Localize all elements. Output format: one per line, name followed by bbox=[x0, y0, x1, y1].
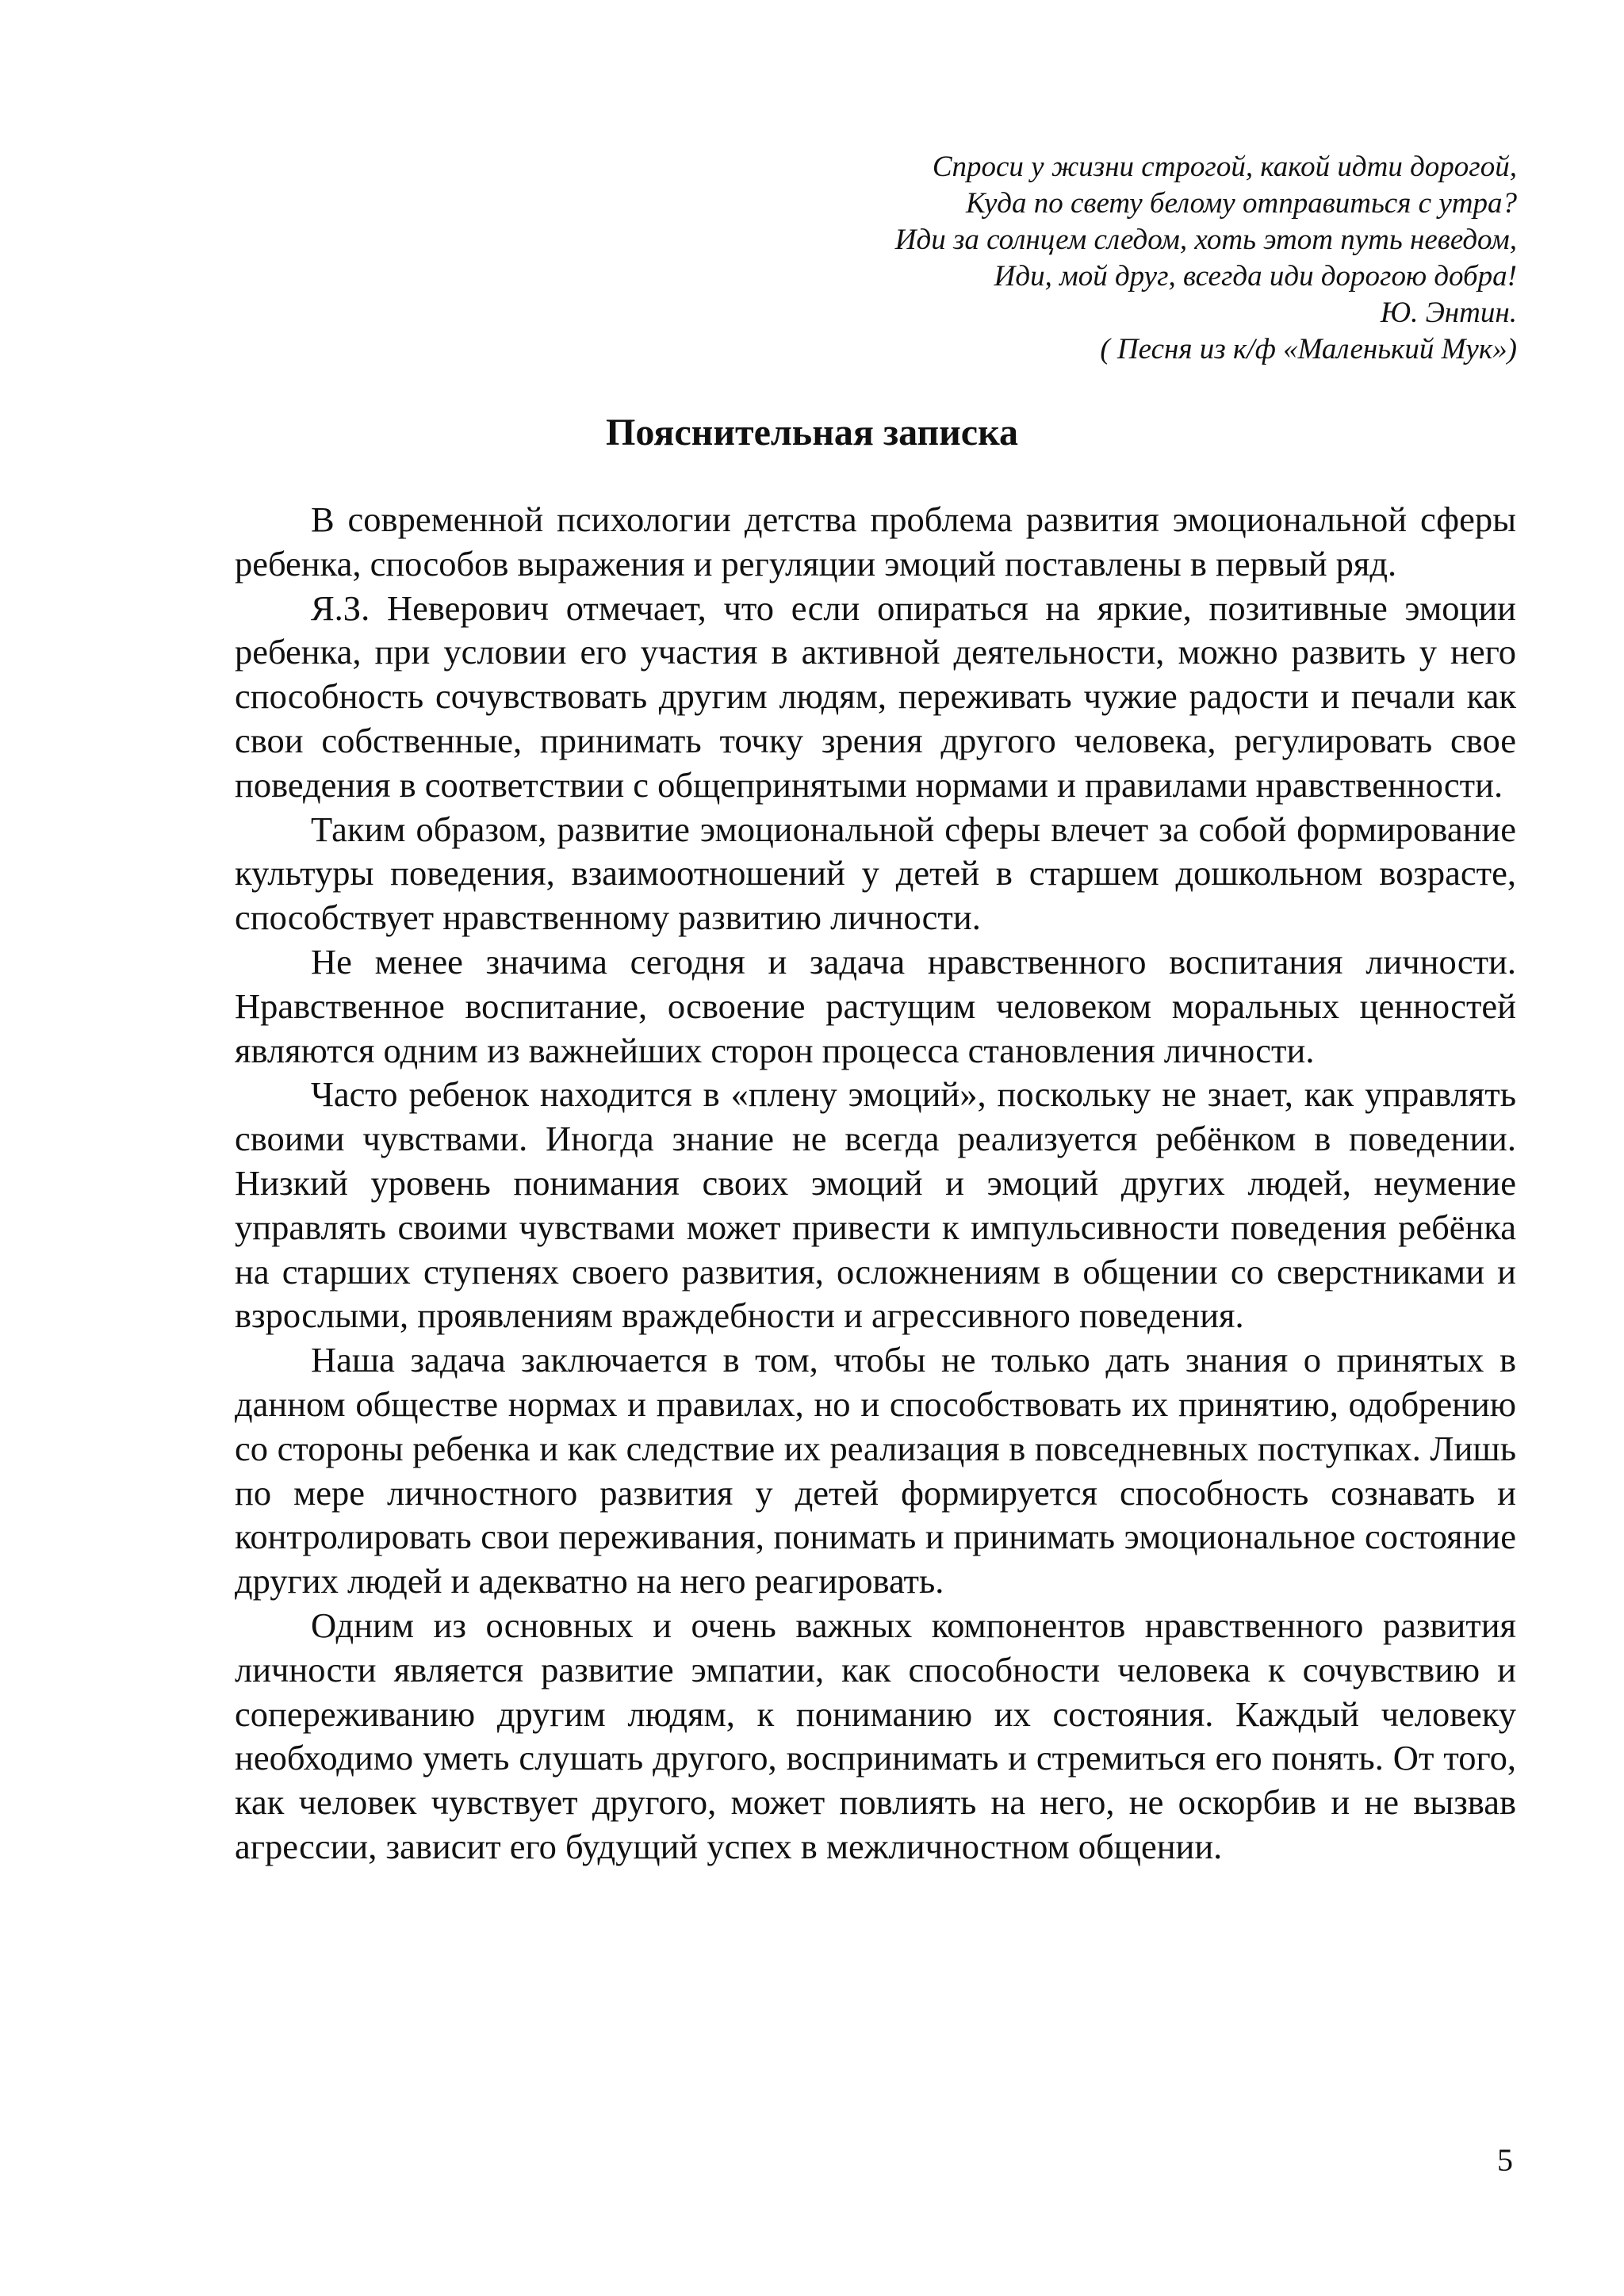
paragraph: Не менее значима сегодня и задача нравственного воспитания личности. Нравственное воспитание, освоение растущим человеком моральных ценностей являются одним из важнейших сторон процесса становления личности. bbox=[235, 941, 1516, 1070]
paragraph: Наша задача заключается в том, чтобы не только дать знания о принятых в данном обществе нормах и правилах, но и способствовать их принятию, одобрению со стороны ребенка и как следствие их реализация в повседневных поступках. Лишь по мере личностного развития у детей формируется способность сознавать и контролировать свои переживания, понимать и принимать эмоциональное состояние других людей и адекватно на него реагировать. bbox=[235, 1340, 1516, 1601]
epigraph-line: Спроси у жизни строгой, какой идти дорогой, bbox=[932, 151, 1517, 183]
epigraph-author: Ю. Энтин. bbox=[1380, 297, 1517, 329]
body-text bbox=[235, 498, 1516, 1869]
epigraph-line: Иди за солнцем следом, хоть этот путь неведом, bbox=[894, 224, 1517, 256]
paragraph: Я.З. Неверович отмечает, что если опираться на яркие, позитивные эмоции ребенка, при условии его участия в активной деятельности, можно развить у него способность сочувствовать другим людям, переживать чужие радости и печали как свои собственные, принимать точку зрения другого человека, регулировать свое поведения в соответствии с общепринятыми нормами и правилами нравственности. bbox=[235, 587, 1516, 805]
epigraph bbox=[486, 149, 1517, 368]
page-title: Пояснительная записка bbox=[605, 411, 1019, 453]
paragraph: Часто ребенок находится в «плену эмоций», поскольку не знает, как управлять своими чувствами. Иногда знание не всегда реализуется ребёнком в поведении. Низкий уровень понимания своих эмоций и эмоций других людей, неумение управлять своими чувствами может привести к импульсивности поведения ребёнка на старших ступенях своего развития, осложнениям в общении со сверстниками и взрослыми, проявлениям враждебности и агрессивного поведения. bbox=[235, 1074, 1516, 1336]
epigraph-source: ( Песня из к/ф «Маленький Мук») bbox=[1100, 333, 1517, 365]
epigraph-line: Иди, мой друг, всегда иди дорогою добра! bbox=[994, 260, 1517, 293]
page-number: 5 bbox=[1497, 2142, 1513, 2178]
epigraph-line: Куда по свету белому отправиться с утра? bbox=[966, 187, 1517, 220]
paragraph: В современной психологии детства проблема развития эмоциональной сферы ребенка, способов выражения и регуляции эмоций поставлены в первый ряд. bbox=[235, 499, 1516, 584]
paragraph: Таким образом, развитие эмоциональной сферы влечет за собой формирование культуры поведения, взаимоотношений у детей в старшем дошкольном возрасте, способствует нравственному развитию личности. bbox=[235, 809, 1516, 938]
paragraph: Одним из основных и очень важных компонентов нравственного развития личности является развитие эмпатии, как способности человека к сочувствию и сопереживанию другим людям, к пониманию их состояния. Каждый человеку необходимо уметь слушать другого, воспринимать и стремиться его понять. От того, как человек чувствует другого, может повлиять на него, не оскорбив и не вызвав агрессии, зависит его будущий успех в межличностном общении. bbox=[235, 1605, 1516, 1866]
